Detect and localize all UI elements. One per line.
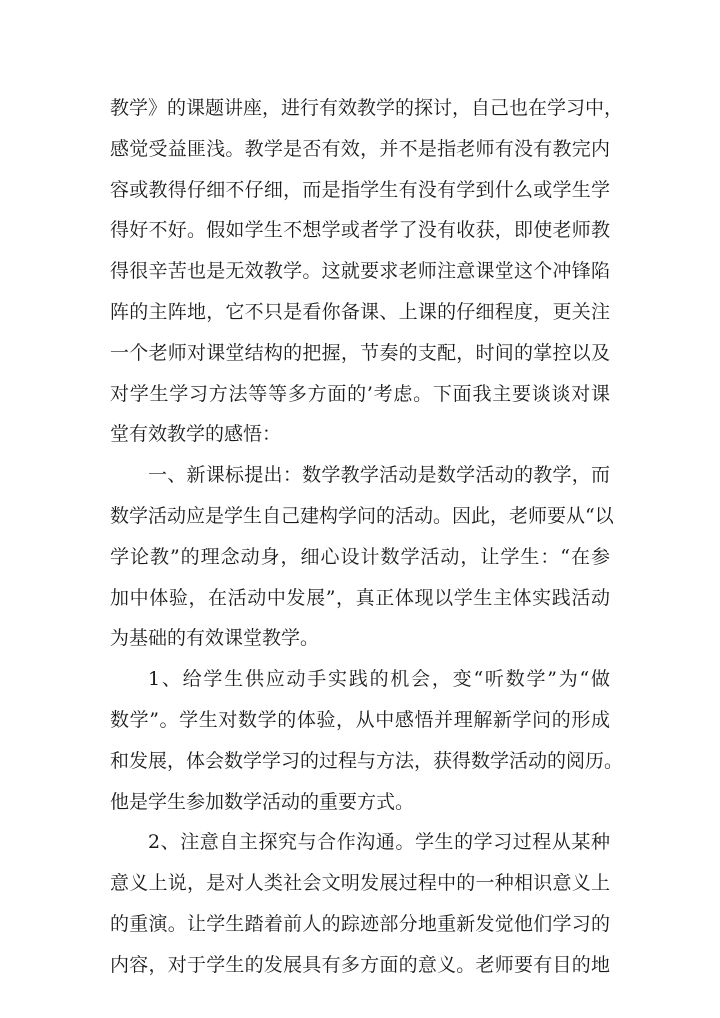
text-line: 得好不好。假如学生不想学或者学了没有收获，即使老师教 <box>110 219 610 242</box>
text-line: 堂有效教学的感悟： <box>110 423 282 446</box>
text-line: 教学》的课题讲座，进行有效教学的探讨，自己也在学习中， <box>110 97 624 119</box>
text-line: 和发展，体会数学学习的过程与方法，获得数学活动的阅历。 <box>110 749 624 772</box>
text-line: 他是学生参加数学活动的重要方式。 <box>110 790 415 813</box>
text-line: 容或教得仔细不仔细，而是指学生有没有学到什么或学生学 <box>110 178 610 201</box>
text-line: 的重演。让学生踏着前人的踪迹部分地重新发觉他们学习的 <box>110 912 610 935</box>
text-line: 数学”。学生对数学的体验，从中感悟并理解新学问的形成 <box>110 708 610 731</box>
document-body <box>110 88 624 986</box>
text-line: 学论教”的理念动身，细心设计数学活动，让学生：“在参 <box>110 545 610 568</box>
text-line: 意义上说，是对人类社会文明发展过程中的一种相识意义上 <box>110 872 610 895</box>
text-line: 数学活动应是学生自己建构学问的活动。因此，老师要从“以 <box>110 504 614 527</box>
text-line: 感觉受益匪浅。教学是否有效，并不是指老师有没有教完内 <box>110 137 610 160</box>
text-line: 得很辛苦也是无效教学。这就要求老师注意课堂这个冲锋陷 <box>110 260 610 283</box>
text-line: 2、注意自主探究与合作沟通。学生的学习过程从某种 <box>148 831 610 854</box>
text-line: 加中体验，在活动中发展”，真正体现以学生主体实践活动 <box>110 586 610 609</box>
text-line: 阵的主阵地，它不只是看你备课、上课的仔细程度，更关注 <box>110 300 610 323</box>
text-line: 内容，对于学生的发展具有多方面的意义。老师要有目的地 <box>110 953 610 976</box>
text-line: 对学生学习方法等等多方面的’考虑。下面我主要谈谈对课 <box>110 382 610 405</box>
text-line: 一、新课标提出：数学教学活动是数学活动的教学，而 <box>148 464 610 487</box>
text-line: 为基础的有效课堂教学。 <box>110 627 320 650</box>
text-line: 1、给学生供应动手实践的机会，变“听数学”为“做 <box>148 668 610 691</box>
text-line: 一个老师对课堂结构的把握，节奏的支配，时间的掌控以及 <box>110 341 610 364</box>
